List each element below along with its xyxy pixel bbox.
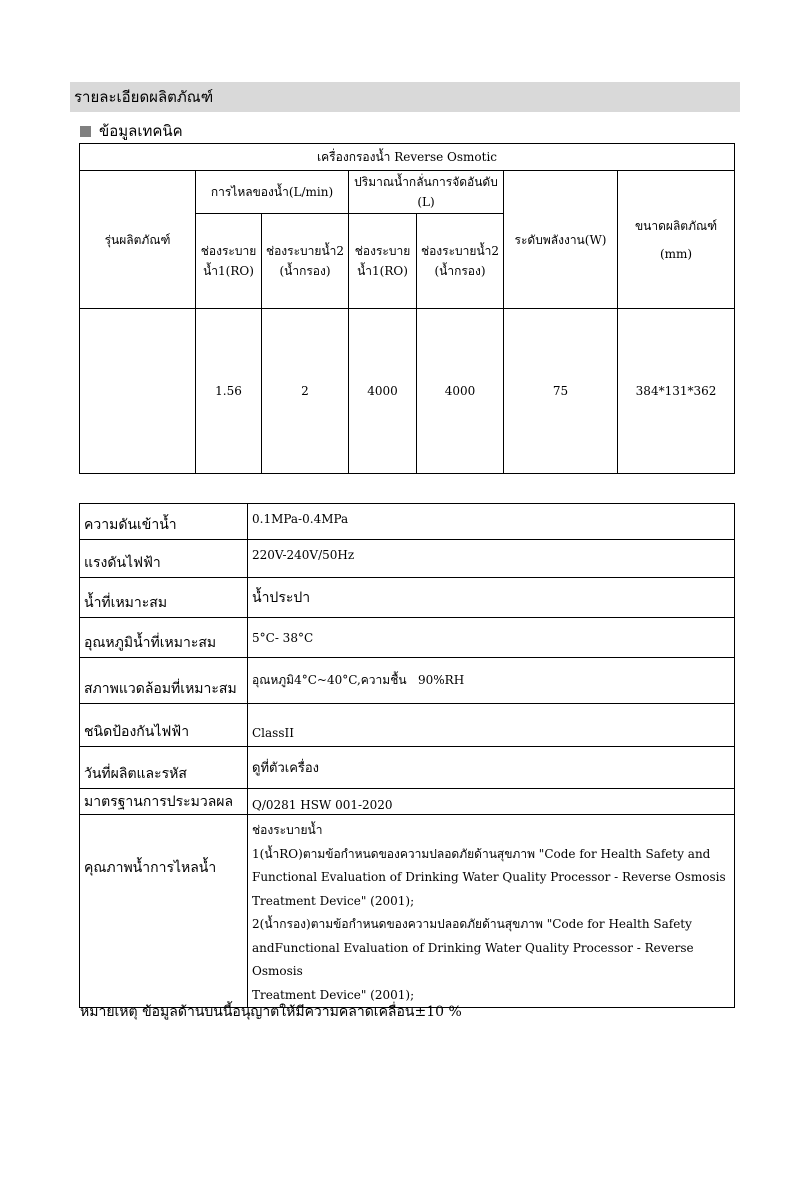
spec-table: [79, 143, 735, 474]
outlet2-line1: ช่องระบายน้ำ2: [265, 244, 345, 258]
param-value: อุณหภูมิ4°C~40°C,ความชื้น 90%RH: [248, 658, 735, 704]
volume-outlet1-value: 4000: [349, 309, 417, 474]
water-quality-line: Functional Evaluation of Drinking Water Quality Processor - Reverse Osmosis: [252, 870, 726, 884]
table-row: [80, 747, 735, 789]
subsection-heading: [80, 120, 183, 142]
param-value: ดูที่ตัวเครื่อง: [248, 747, 735, 789]
param-value: ClassII: [248, 704, 735, 747]
table-row: [80, 618, 735, 658]
size-value: 384*131*362: [618, 309, 735, 474]
table-row: [80, 578, 735, 618]
flow-outlet1-value: 1.56: [196, 309, 262, 474]
power-header: ระดับพลังงาน(W): [504, 171, 618, 309]
water-quality-line: andFunctional Evaluation of Drinking Water Quality Processor - Reverse Osmosis: [252, 940, 694, 978]
water-quality-line: 1(น้ำRO)ตามข้อกำหนดของความปลอดภัยด้านสุขภาพ "Code for Health Safety and: [252, 846, 711, 861]
water-quality-line: Treatment Device" (2001);: [252, 987, 415, 1002]
param-label: ชนิดป้องกันไฟฟ้า: [80, 704, 248, 747]
volume-outlet2-header: [417, 214, 504, 309]
water-quality-text: [248, 815, 735, 1008]
param-value: 5°C- 38°C: [248, 618, 735, 658]
flow-outlet2-header: [262, 214, 349, 309]
table-row: [80, 789, 735, 815]
flow-outlet1-header: [196, 214, 262, 309]
param-label: น้ำที่เหมาะสม: [80, 578, 248, 618]
param-label: คุณภาพน้ำการไหลน้ำ: [80, 815, 248, 1008]
outlet1-line1: ช่องระบาย: [354, 244, 411, 258]
spec-table-title: เครื่องกรองน้ำ Reverse Osmotic: [80, 144, 735, 171]
param-value: 0.1MPa-0.4MPa: [248, 504, 735, 540]
outlet1-line1: ช่องระบาย: [200, 244, 257, 258]
param-value: Q/0281 HSW 001-2020: [248, 789, 735, 815]
table-row: [80, 815, 735, 1008]
param-label: ความดันเข้าน้ำ: [80, 504, 248, 540]
outlet1-line2: น้ำ1(RO): [357, 264, 408, 278]
outlet1-line2: น้ำ1(RO): [203, 264, 254, 278]
flow-header: การไหลของน้ำ(L/min): [196, 171, 349, 214]
param-label: มาตรฐานการประมวลผล: [80, 789, 248, 815]
volume-header: ปริมาณน้ำกลั่นการจัดอันดับ (L): [349, 171, 504, 214]
param-label: วันที่ผลิตและรหัส: [80, 747, 248, 789]
param-value: น้ำประปา: [248, 578, 735, 618]
footnote: หมายเหตุ ข้อมูลด้านบนนี้อนุญาตให้มีความคลาดเคลื่อน±10 %: [80, 1004, 462, 1020]
param-label: อุณหภูมิน้ำที่เหมาะสม: [80, 618, 248, 658]
table-row: [80, 540, 735, 578]
model-header: รุ่นผลิตภัณฑ์: [80, 171, 196, 309]
model-value: [80, 309, 196, 474]
power-value: 75: [504, 309, 618, 474]
parameter-table: [79, 503, 735, 1008]
outlet2-line1: ช่องระบายน้ำ2: [420, 244, 500, 258]
param-label: แรงดันไฟฟ้า: [80, 540, 248, 578]
flow-outlet2-value: 2: [262, 309, 349, 474]
size-header-unit: (mm): [659, 246, 693, 261]
water-quality-line: 2(น้ำกรอง)ตามข้อกำหนดของความปลอดภัยด้านสุขภาพ "Code for Health Safety: [252, 917, 692, 931]
volume-outlet1-header: [349, 214, 417, 309]
water-quality-line: Treatment Device" (2001);: [252, 893, 415, 908]
volume-outlet2-value: 4000: [417, 309, 504, 474]
table-row: [80, 658, 735, 704]
table-row: [80, 504, 735, 540]
param-label: สภาพแวดล้อมที่เหมาะสม: [80, 658, 248, 704]
square-bullet-icon: [80, 126, 91, 137]
water-quality-line: ช่องระบายน้ำ: [252, 823, 323, 837]
size-header: [618, 171, 735, 309]
outlet2-line2: (น้ำกรอง): [434, 264, 486, 278]
size-header-name: ขนาดผลิตภัณฑ์: [634, 218, 718, 233]
section-title: รายละเอียดผลิตภัณฑ์: [70, 82, 740, 112]
outlet2-line2: (น้ำกรอง): [279, 264, 331, 278]
subsection-label: ข้อมูลเทคนิค: [99, 122, 183, 140]
table-row: [80, 704, 735, 747]
param-value: 220V-240V/50Hz: [248, 540, 735, 578]
